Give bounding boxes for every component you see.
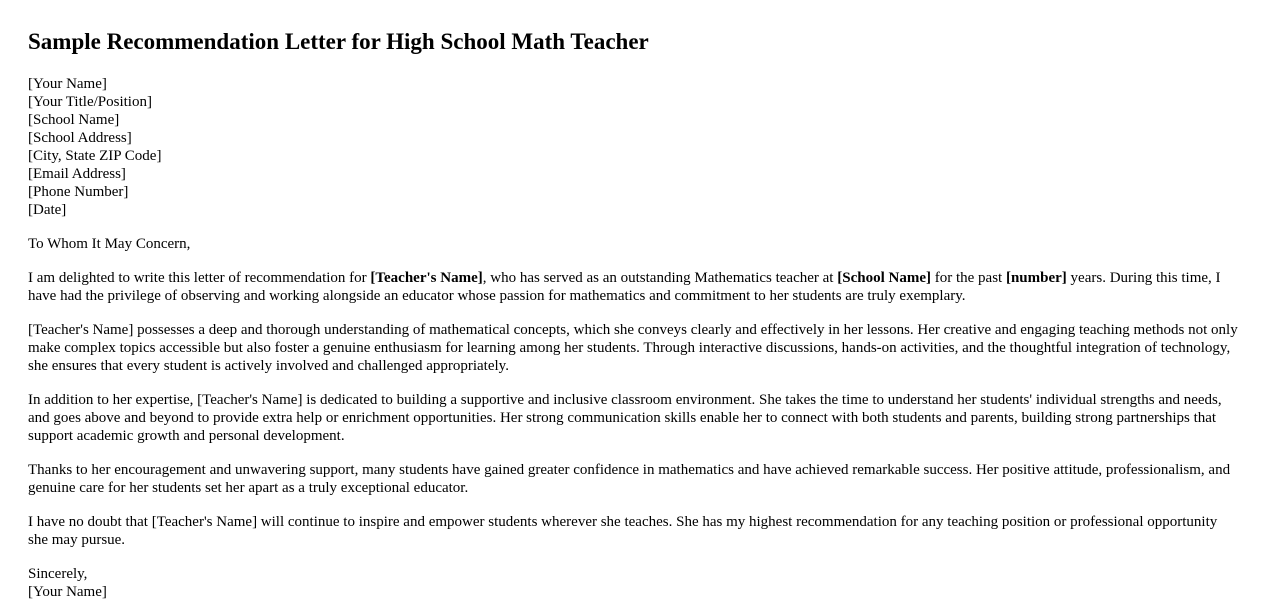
intro-text-2: , who has served as an outstanding Mathematics teacher at	[482, 270, 838, 286]
sender-email: [Email Address]	[28, 166, 126, 182]
intro-text-1: I am delighted to write this letter of recommendation for	[28, 270, 371, 286]
teacher-name-placeholder: [Teacher's Name]	[370, 270, 483, 286]
sender-date: [Date]	[28, 202, 67, 218]
sender-phone: [Phone Number]	[28, 184, 129, 200]
page-title: Sample Recommendation Letter for High School Math Teacher	[28, 29, 649, 54]
valediction: Sincerely,	[28, 566, 88, 582]
sender-name: [Your Name]	[28, 76, 107, 92]
sender-title: [Your Title/Position]	[28, 94, 152, 110]
paragraph-classroom-environment: In addition to her expertise, [Teacher's Name] is dedicated to building a supportive and inclusive classroom environment. She takes the time to understand her students' individual strengths and needs, and goes above and beyond to provide extra help or enrichment opportunities. Her strong communication skills enable her to connect with both students and parents, building strong partnerships that support academic growth and personal development.	[28, 392, 1222, 444]
paragraph-recommendation: I have no doubt that [Teacher's Name] will continue to inspire and empower students wherever she teaches. She has my highest recommendation for any teaching position or professional opportunity she may pursue.	[28, 514, 1218, 548]
sender-block	[28, 75, 1238, 219]
sender-city-state-zip: [City, State ZIP Code]	[28, 148, 162, 164]
paragraph-introduction	[28, 269, 1238, 305]
salutation: To Whom It May Concern,	[28, 236, 191, 252]
paragraph-student-success: Thanks to her encouragement and unwavering support, many students have gained greater confidence in mathematics and have achieved remarkable success. Her positive attitude, professionalism, and genuine care for her students set her apart as a truly exceptional educator.	[28, 462, 1231, 496]
school-name-placeholder: [School Name]	[837, 270, 931, 286]
intro-text-3: for the past	[930, 270, 1006, 286]
closing-block	[28, 565, 1238, 601]
signature-name: [Your Name]	[28, 584, 107, 600]
paragraph-teaching-skills: [Teacher's Name] possesses a deep and thorough understanding of mathematical concepts, which she conveys clearly and effectively in her lessons. Her creative and engaging teaching methods not only make complex topics accessible but also foster a genuine enthusiasm for learning among her students. Through interactive discussions, hands-on activities, and the thoughtful integration of technology, she ensures that every student is actively involved and challenged appropriately.	[28, 322, 1238, 374]
years-number-placeholder: [number]	[1005, 270, 1067, 286]
sender-school-name: [School Name]	[28, 112, 120, 128]
intro-text-4: years. During this time, I have had the privilege of observing and working alongside an educator whose passion for mathematics and commitment to her students are truly exemplary.	[28, 270, 1221, 304]
sender-school-address: [School Address]	[28, 130, 132, 146]
